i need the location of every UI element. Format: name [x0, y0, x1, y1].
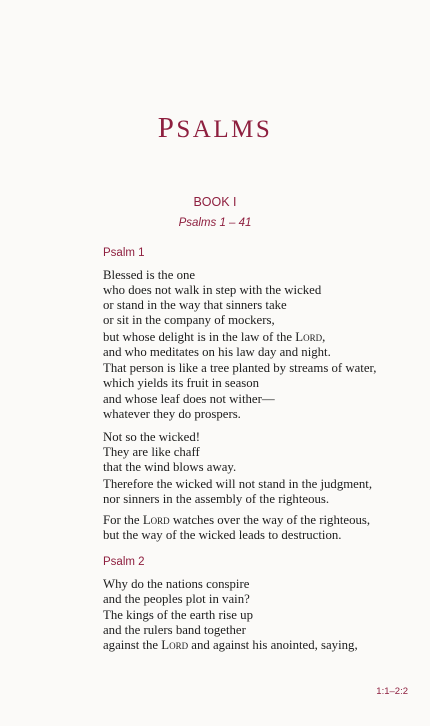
divine-name: Lord [142, 513, 170, 527]
stanza [103, 430, 423, 475]
book-range: Psalms 1 – 41 [178, 217, 252, 229]
verse-text: but whose delight is in the law of the [103, 330, 296, 344]
verse-line: Blessed is the one [103, 268, 196, 282]
verse-line: They are like chaff [103, 445, 200, 459]
verse-line: but the way of the wicked leads to destruction. [103, 528, 342, 542]
verse-line: Not so the wicked! [103, 430, 201, 444]
verse-text: For the [103, 513, 143, 527]
stanza [103, 608, 423, 653]
book-title [0, 112, 430, 145]
verse-line: The kings of the earth rise up [103, 608, 253, 622]
verse-line: who does not walk in step with the wicked [103, 283, 322, 297]
chapter-verse-reference: 1:1–2:2 [376, 686, 408, 697]
book-title-rest: SALMS [176, 116, 273, 143]
stanza [103, 330, 423, 360]
divine-name: Lord [295, 330, 323, 344]
verse-line [103, 513, 423, 528]
verse-line: and the peoples plot in vain? [103, 592, 250, 606]
stanza [103, 392, 423, 422]
verse-line: Therefore the wicked will not stand in the judgment, [103, 477, 373, 491]
verse-line: which yields its fruit in season [103, 376, 260, 390]
stanza [103, 268, 423, 328]
verse-text: watches over the way of the righteous, [169, 513, 371, 527]
book-label: BOOK I [193, 195, 237, 209]
stanza [103, 577, 423, 607]
verse-line: or stand in the way that sinners take [103, 298, 287, 312]
psalm-heading: Psalm 2 [103, 556, 145, 568]
verse-line: and who meditates on his law day and night. [103, 345, 331, 359]
stanza [103, 361, 423, 391]
verse-line: That person is like a tree planted by streams of water, [103, 361, 377, 375]
divine-name: Lord [161, 638, 189, 652]
stanza [103, 513, 423, 543]
book-title-initial: P [157, 112, 177, 144]
verse-text: , [322, 330, 326, 344]
verse-line: Why do the nations conspire [103, 577, 250, 591]
verse-line [103, 330, 423, 345]
stanza [103, 477, 423, 507]
verse-line: and whose leaf does not wither— [103, 392, 275, 406]
verse-text: against the [103, 638, 162, 652]
psalm-heading: Psalm 1 [103, 247, 145, 259]
verse-line: nor sinners in the assembly of the righteous. [103, 492, 330, 506]
verse-line [103, 638, 423, 653]
verse-line: or sit in the company of mockers, [103, 313, 275, 327]
verse-line: that the wind blows away. [103, 460, 237, 474]
verse-line: and the rulers band together [103, 623, 246, 637]
verse-text: and against his anointed, saying, [188, 638, 358, 652]
verse-line: whatever they do prospers. [103, 407, 241, 421]
